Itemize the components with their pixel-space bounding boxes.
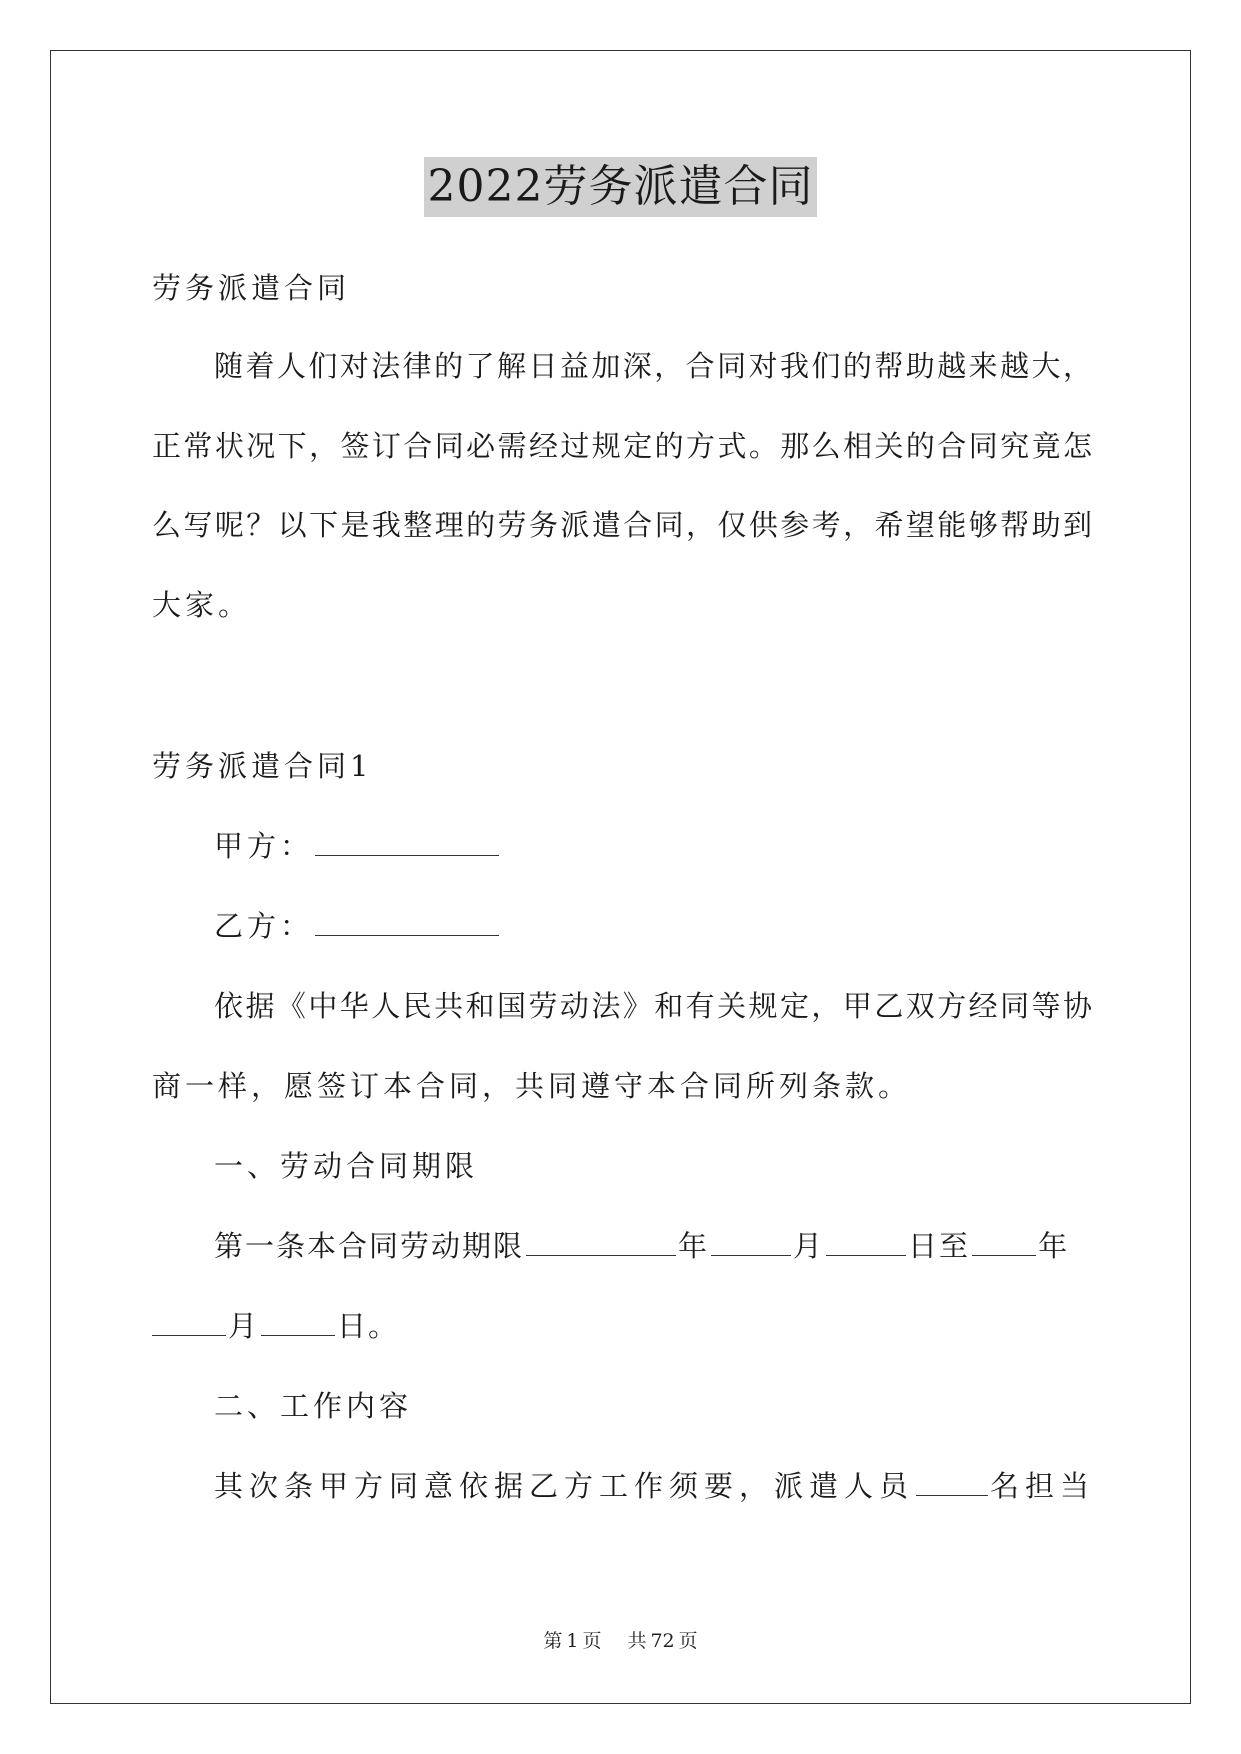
party-b-line	[214, 906, 1092, 946]
term-start-day-blank[interactable]	[826, 1227, 906, 1256]
term-start-month-blank[interactable]	[711, 1227, 791, 1256]
clause1-month2: 月	[228, 1309, 260, 1343]
clause1-day2: 日。	[337, 1309, 400, 1343]
title-container	[0, 157, 1241, 217]
staff-count-blank[interactable]	[916, 1467, 988, 1496]
clause2-heading: 二、工作内容	[214, 1389, 413, 1423]
intro-line-3: 么写呢？以下是我整理的劳务派遣合同，仅供参考，希望能够帮助到	[152, 508, 1092, 542]
party-b-label: 乙方：	[214, 909, 314, 943]
term-end-month-blank[interactable]	[152, 1307, 226, 1336]
clause1-prefix: 第一条本合同劳动期限	[214, 1229, 525, 1263]
clause1-day-to: 日至	[908, 1229, 971, 1263]
intro-line-1: 随着人们对法律的了解日益加深，合同对我们的帮助越来越大，	[214, 349, 1092, 383]
page-footer	[0, 1628, 1241, 1654]
party-a-label: 甲方：	[214, 829, 314, 863]
party-b-blank[interactable]	[315, 907, 499, 936]
party-a-blank[interactable]	[315, 827, 499, 856]
footer-page-label: 第	[543, 1630, 563, 1652]
footer-total-label: 共	[627, 1630, 647, 1652]
term-end-year-blank[interactable]	[972, 1227, 1036, 1256]
document-subtitle: 劳务派遣合同	[152, 271, 351, 305]
clause1-line-1	[214, 1226, 1092, 1266]
term-end-day-blank[interactable]	[261, 1307, 335, 1336]
footer-page-number: 1	[566, 1630, 579, 1652]
clause1-year1: 年	[678, 1229, 710, 1263]
intro-line-4: 大家。	[152, 588, 252, 622]
intro-line-2: 正常状况下，签订合同必需经过规定的方式。那么相关的合同究竟怎	[152, 429, 1092, 463]
clause2-line-1	[214, 1466, 1096, 1506]
footer-total-pages: 72	[650, 1630, 675, 1652]
clause1-line-2	[152, 1306, 1092, 1346]
term-start-year-blank[interactable]	[526, 1227, 676, 1256]
footer-total-unit: 页	[678, 1630, 698, 1652]
basis-line-1: 依据《中华人民共和国劳动法》和有关规定，甲乙双方经同等协	[214, 989, 1092, 1023]
clause1-heading: 一、劳动合同期限	[214, 1149, 479, 1183]
document-title: 2022劳务派遣合同	[424, 157, 818, 217]
clause1-month1: 月	[793, 1229, 825, 1263]
clause1-year2: 年	[1038, 1229, 1070, 1263]
clause2-suffix: 名担当	[990, 1469, 1096, 1503]
party-a-line	[214, 826, 1092, 866]
basis-line-2: 商一样，愿签订本合同，共同遵守本合同所列条款。	[152, 1069, 912, 1103]
clause2-prefix: 其次条甲方同意依据乙方工作须要，派遣人员	[214, 1469, 915, 1503]
footer-page-unit: 页	[582, 1630, 602, 1652]
section-heading: 劳务派遣合同1	[152, 749, 373, 783]
